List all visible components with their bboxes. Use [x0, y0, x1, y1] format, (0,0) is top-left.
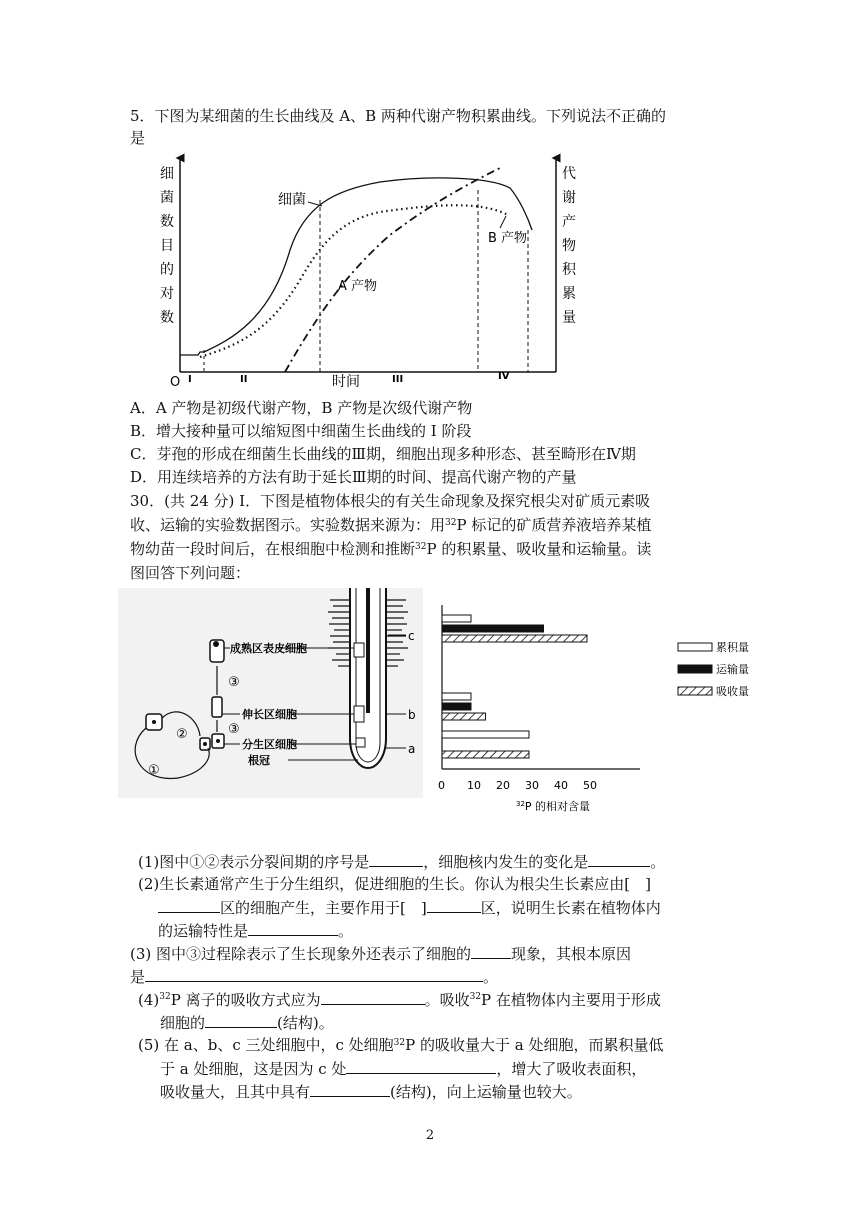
- label-b-product: B 产物: [488, 231, 528, 246]
- left-axis-char: 菌: [160, 190, 174, 206]
- legend-swatch: [678, 643, 712, 651]
- label-phase-4: IV: [498, 371, 510, 382]
- right-axis-char: 积: [562, 262, 576, 278]
- marker-c: c: [408, 629, 415, 643]
- x-tick-label: 0: [438, 779, 445, 792]
- label-mature-cell: 成熟区表皮细胞: [230, 642, 307, 655]
- answer-blank-1[interactable]: [369, 851, 423, 867]
- x-tick-label: 30: [525, 779, 539, 792]
- q30-sub2-line2: 区的细胞产生，主要作用于[ ] 区，说明生长素在植物体内: [158, 897, 661, 918]
- answer-blank-9[interactable]: [205, 1012, 277, 1028]
- bar-chart-legend: [678, 640, 749, 698]
- q30-sub5-line1: (5) 在 a、b、c 三处细胞中，c 处细胞$^{32}$P 的吸收量大于 a 处细胞，而累积量低: [138, 1036, 664, 1054]
- q30-stem-line2: 收、运输的实验数据图示。实验数据来源为：用$^{32}$P 标记的矿质营养液培养某植: [130, 516, 652, 534]
- label-root-cap: 根冠: [248, 754, 270, 767]
- bar-c-1: [442, 625, 544, 632]
- q30-sub5-line3: 吸收量大，且其中具有 (结构)，向上运输量也较大。: [160, 1083, 582, 1101]
- label-x-axis: 时间: [332, 374, 360, 390]
- step-3a: ③: [228, 675, 240, 690]
- right-axis-label: [562, 166, 577, 326]
- q30-stem-line4: 图回答下列问题：: [130, 564, 251, 582]
- answer-blank-6[interactable]: [471, 943, 511, 959]
- left-axis-char: 目: [160, 238, 174, 254]
- answer-blank-11[interactable]: [310, 1081, 390, 1097]
- q30-sub1: (1)图中①②表示分裂间期的序号是 ，细胞核内发生的变化是 。: [138, 853, 666, 871]
- q5-option-a: A．A 产物是初级代谢产物，B 产物是次级代谢产物: [130, 399, 473, 417]
- left-axis-char: 对: [160, 286, 174, 302]
- marker-b: b: [408, 708, 416, 722]
- label-a-product: A 产物: [338, 279, 378, 294]
- step-1: ①: [148, 763, 160, 778]
- bar-chart-x-label: $^{32}$P 的相对含量: [516, 800, 591, 813]
- right-axis-char: 物: [562, 238, 576, 254]
- q30-sub2-line1: (2)生长素通常产生于分生组织，促进细胞的生长。你认为根尖生长素应由[ ]: [138, 875, 651, 893]
- answer-blank-5[interactable]: [248, 920, 338, 936]
- p32-bar-chart: [430, 605, 770, 825]
- label-phase-2: II: [240, 374, 248, 385]
- legend-label: 累积量: [716, 641, 749, 654]
- root-tip-figure: [118, 588, 423, 798]
- legend-swatch: [678, 665, 712, 673]
- legend-label: 吸收量: [716, 685, 749, 698]
- answer-blank-8[interactable]: [321, 989, 425, 1005]
- left-axis-char: 数: [160, 214, 174, 230]
- q30-sub5-line2: 于 a 处细胞，这是因为 c 处 ，增大了吸收表面积，: [160, 1060, 647, 1078]
- page-number: 2: [425, 1128, 435, 1143]
- q30-stem-line3: 物幼苗一段时间后，在根细胞中检测和推断$^{32}$P 的积累量、吸收量和运输量。读: [130, 540, 652, 558]
- bar-b-1: [442, 703, 471, 710]
- q30-sub3-line2: 是 。: [130, 968, 499, 986]
- marker-a: a: [408, 742, 416, 756]
- q30-sub4-line1: $(4)^{32}P$ 离子的吸收方式应为 。吸收$^{32}$P 在植物体内主要用于形成: [138, 991, 661, 1009]
- bar-b-0: [442, 693, 471, 700]
- x-tick-label: 40: [554, 779, 568, 792]
- bar-a-0: [442, 731, 529, 738]
- right-axis-char: 谢: [562, 190, 576, 206]
- step-3b: ③: [228, 722, 240, 737]
- bar-a-2: [442, 751, 529, 758]
- right-axis-char: 代: [562, 166, 576, 182]
- bar-b-2: [442, 713, 486, 720]
- a-product-curve: [285, 168, 500, 372]
- label-meristem-cell: 分生区细胞: [242, 738, 297, 751]
- q5-stem-line2: 是: [130, 129, 146, 147]
- q30-sub2-line3: 的运输特性是 。: [158, 922, 354, 940]
- label-origin: O: [170, 375, 181, 390]
- growth-curve-figure: [160, 150, 600, 390]
- x-tick-label: 20: [496, 779, 510, 792]
- right-axis-char: 产: [562, 214, 576, 230]
- legend-label: 运输量: [716, 663, 749, 676]
- label-elongation-cell: 伸长区细胞: [242, 708, 297, 721]
- x-tick-label: 10: [467, 779, 481, 792]
- x-tick-label: 50: [583, 779, 597, 792]
- answer-blank-4[interactable]: [427, 897, 481, 913]
- answer-blank-2[interactable]: [588, 851, 650, 867]
- right-axis-char: 累: [562, 286, 576, 302]
- left-axis-label: [160, 166, 174, 326]
- q30-sub3-line1: (3) 图中③过程除表示了生长现象外还表示了细胞的 现象，其根本原因: [130, 945, 632, 963]
- left-axis-char: 细: [160, 166, 174, 182]
- bar-c-2: [442, 635, 587, 642]
- answer-blank-3[interactable]: [158, 897, 220, 913]
- q5-stem-line1: 5．下图为某细菌的生长曲线及 A、B 两种代谢产物积累曲线。下列说法不正确的: [130, 107, 666, 125]
- q30-sub4-line2: 细胞的 (结构)。: [160, 1014, 334, 1032]
- bar-c-0: [442, 615, 471, 622]
- bacteria-curve: [180, 178, 532, 355]
- q5-option-c: C．芽孢的形成在细菌生长曲线的Ⅲ期，细胞出现多种形态、甚至畸形在Ⅳ期: [130, 445, 636, 463]
- step-2: ②: [176, 727, 188, 742]
- answer-blank-10[interactable]: [346, 1058, 496, 1074]
- label-phase-1: I: [188, 374, 192, 385]
- label-phase-3: III: [392, 374, 404, 385]
- q30-stem-line1: 30．(共 24 分) Ⅰ．下图是植物体根尖的有关生命现象及探究根尖对矿质元素吸: [130, 492, 651, 510]
- left-axis-char: 的: [160, 262, 174, 278]
- right-axis-char: 量: [562, 310, 576, 326]
- left-axis-char: 数: [160, 310, 174, 326]
- label-bacteria: 细菌: [278, 192, 306, 208]
- q5-option-b: B．增大接种量可以缩短图中细菌生长曲线的 I 阶段: [130, 422, 472, 440]
- legend-swatch: [678, 687, 712, 695]
- answer-blank-7[interactable]: [145, 966, 483, 982]
- q5-option-d: D．用连续培养的方法有助于延长Ⅲ期的时间、提高代谢产物的产量: [130, 468, 577, 486]
